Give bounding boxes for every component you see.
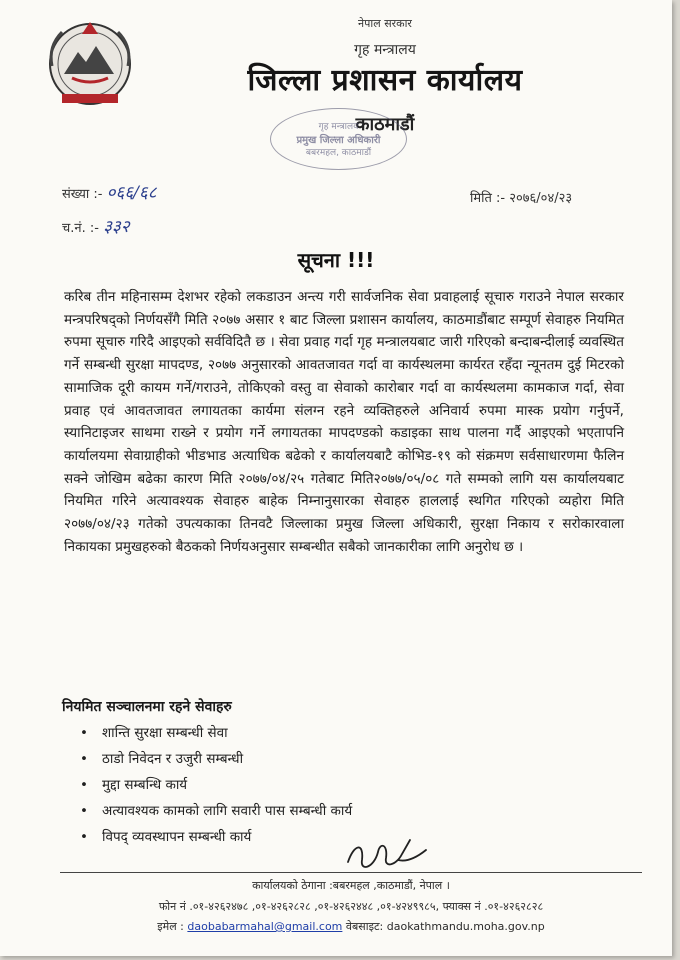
footer-divider — [60, 872, 642, 873]
signature-icon — [340, 832, 430, 876]
website-label: वेबसाइट: — [345, 920, 384, 933]
bullet-icon: • — [80, 803, 88, 819]
reference-number-value: ०६६/६८ — [106, 183, 157, 203]
footer-contact — [60, 919, 642, 934]
list-item: • अत्यावश्यक कामको लागि सवारी पास सम्बन्धी कार्य — [80, 803, 353, 819]
notice-body: करिब तीन महिनासम्म देशभर रहेको लकडाउन अन्त्य गरी सार्वजनिक सेवा प्रवाहलाई सूचारु गराउने नेपाल सरकार मन्त्रपरिषद्को निर्णयसँगै मिति २०७७ असार १ बाट जिल्ला प्रशासन कार्यालय, काठमाडौंबाट सम्पूर्ण सेवाहरु नियमित रुपमा सूचारु गरिदै आइएको सर्वविदितै छ । सेवा प्रवाह गर्दा गृह मन्त्रालयबाट जारी गरिएको बन्दाबन्दीलाई व्यवस्थित गर्ने सम्बन्धी सुरक्षा मापदण्ड, २०७७ अनुसारको आवतजावत गर्दा वा कार्यस्थलमा कार्यरत रहँदा न्यूनतम दुई मिटरको सामाजिक दूरी कायम गर्ने/गराउने, तोकिएको वस्तु वा सेवाको कारोबार गर्दा वा कार्यस्थलमा कामकाज गर्दा, सेवा प्रवाह एवं आवतजावत लगायतका कार्यमा संलग्न रहने व्यक्तिहरुले अनिवार्य रुपमा मास्क प्रयोग गर्नुपर्ने, स्यानिटाइजर साथमा राख्ने र प्रयोग गर्ने लगायतका मापदण्डको कडाइका साथ पालना गर्दै आइएको भएतापनि कार्यालयमा सेवाग्राहीको भीडभाड अत्याधिक बढेको र कार्यालयबाटै कोभिड-१९ को संक्रमण सर्वसाधारणमा फैलिन सक्ने जोखिम बढेका कारण मिति २०७७/०४/२५ गतेबाट मिति२०७७/०५/०८ गते सम्मको लागि यस कार्यालयबाट नियमित गरिने अत्यावश्यक सेवाहरु बाहेक निम्नानुसारका सेवाहरु हाललाई स्थगित गरिएको व्यहोरा मिति २०७७/०४/२३ गतेको उपत्यकाका तिनवटै जिल्लाका प्रमुख जिल्ला अधिकारी, सुरक्षा निकाय र सरोकारवाला निकायका प्रमुखहरुको बैठकको निर्णयअनुसार सम्बन्धीत सबैको जानकारीका लागि अनुरोध छ । — [64, 289, 624, 555]
list-item: • ठाडो निवेदन र उजुरी सम्बन्धी — [80, 751, 244, 767]
footer-address: कार्यालयको ठेगाना :बबरमहल ,काठमाडौं, नेपाल । — [252, 879, 450, 892]
list-item: • मुद्दा सम्बन्धि कार्य — [80, 777, 188, 793]
nepal-emblem-icon — [42, 16, 140, 108]
header-city: काठमाडौं — [355, 114, 415, 135]
notice-date-value: २०७६/०४/२३ — [509, 191, 573, 206]
dispatch-number-label: च.नं. :- — [62, 221, 99, 236]
email-link[interactable]: daobabarmahal@gmail.com — [187, 920, 343, 933]
services-list — [80, 723, 352, 853]
header-ministry: गृह मन्त्रालय — [354, 42, 416, 58]
reference-number — [62, 180, 157, 203]
bullet-icon: • — [80, 777, 88, 793]
footer-phones: फोन नं .०१-४२६२४७८ ,०१-४२६२८२८ ,०१-४२६२४४८ ,०१-४२४९९८५, फ्याक्स नं .०१-४२६२८२८ — [158, 900, 544, 913]
dispatch-number-value: ३३२ — [103, 217, 130, 237]
list-item: • शान्ति सुरक्षा सम्बन्धी सेवा — [80, 725, 228, 741]
notice-title: सूचना !!! — [297, 248, 375, 272]
header-government: नेपाल सरकार — [358, 17, 412, 30]
office-stamp — [270, 108, 407, 170]
reference-number-label: संख्या :- — [62, 187, 103, 202]
bullet-icon: • — [80, 751, 88, 767]
bullet-icon: • — [80, 725, 88, 741]
notice-date-label: मिति :- — [470, 191, 506, 206]
email-label: इमेल : — [157, 920, 184, 933]
header-office-title: जिल्ला प्रशासन कार्यालय — [247, 63, 523, 98]
stamp-line-3: बबरमहल, काठमाडौं — [305, 148, 372, 158]
notice-date — [470, 188, 572, 206]
bullet-icon: • — [80, 829, 88, 845]
website-link[interactable]: daokathmandu.moha.gov.np — [386, 920, 545, 933]
stamp-line-2: प्रमुख जिल्ला अधिकारी — [296, 135, 381, 146]
dispatch-number — [62, 214, 130, 237]
stamp-line-1: गृह मन्त्रालय — [318, 122, 359, 132]
services-heading: नियमित सञ्चालनमा रहने सेवाहरु — [62, 699, 232, 715]
list-item: • विपद् व्यवस्थापन सम्बन्धी कार्य — [80, 829, 252, 845]
